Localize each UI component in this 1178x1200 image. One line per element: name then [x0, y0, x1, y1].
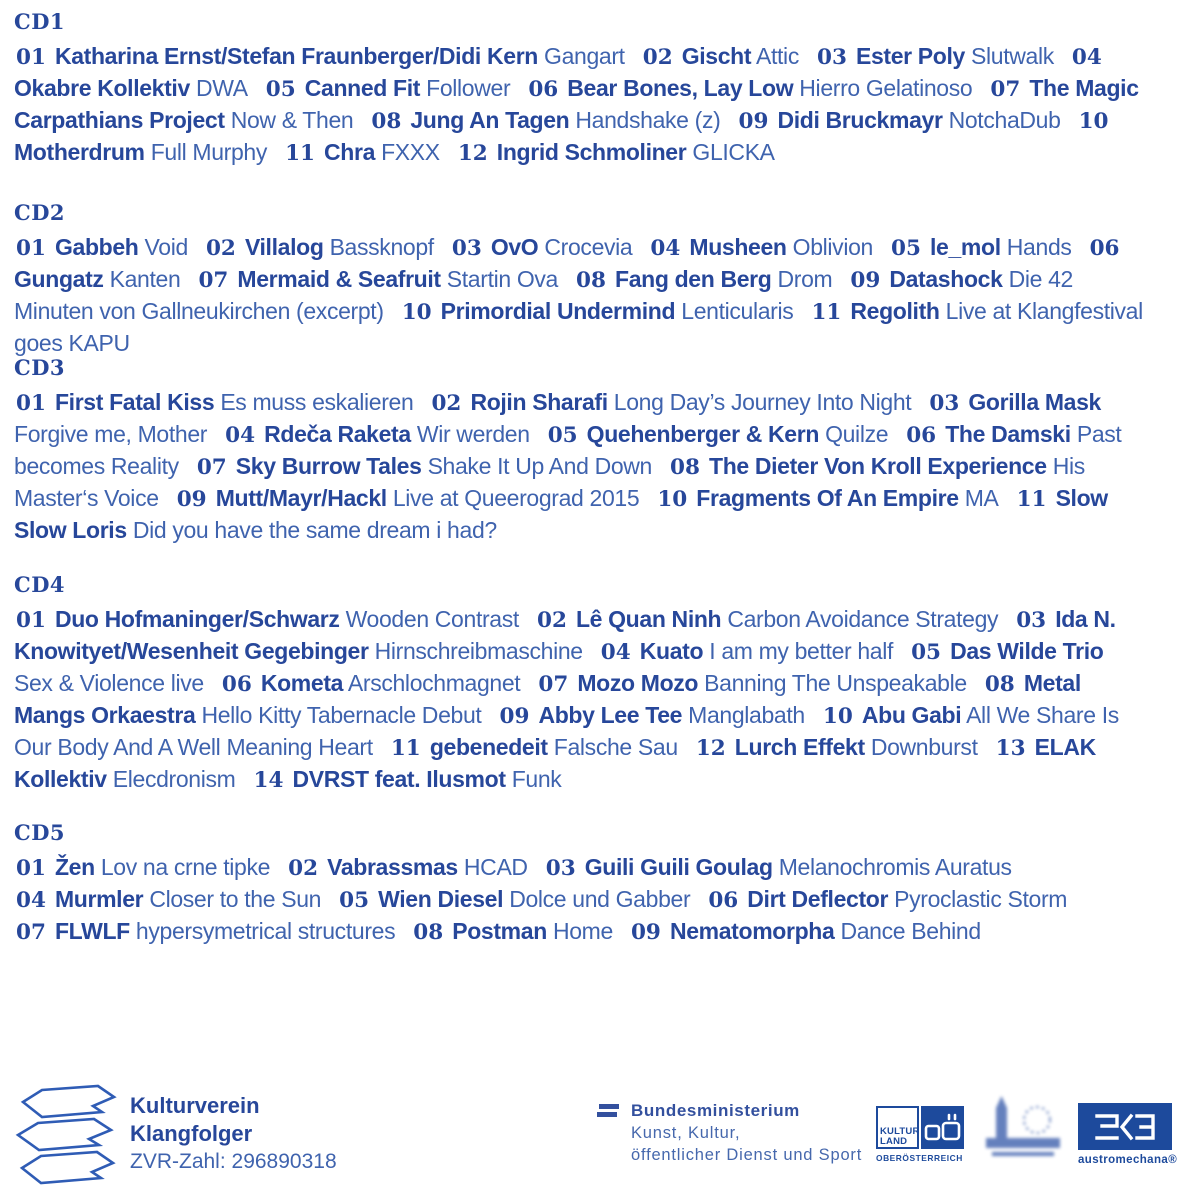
tracklist: [14, 604, 1146, 796]
track-title: HCAD: [463, 854, 528, 880]
track-title: Hierro Gelatinoso: [799, 75, 973, 101]
oo-glyphs-icon: [921, 1106, 964, 1149]
track-artist: Canned Fit: [304, 75, 421, 101]
ministry-logo-block: [597, 1100, 862, 1166]
track-title: Hands: [1006, 234, 1072, 260]
track-artist: Fang den Berg: [615, 266, 772, 292]
track-title: Oblivion: [792, 234, 873, 260]
track-number: 07: [198, 268, 229, 293]
track-number: 05: [891, 236, 921, 261]
klangfolger-arrows-logo: [14, 1084, 126, 1191]
track-number: 04: [1071, 45, 1102, 70]
track-number: 05: [339, 888, 370, 913]
track-artist: The Damski: [945, 421, 1071, 447]
track-artist: Gorilla Mask: [968, 389, 1101, 415]
track-number: 14: [253, 768, 284, 793]
track-number: 08: [984, 672, 1015, 697]
track-artist: Guili Guili Goulag: [584, 854, 773, 880]
track-artist: Chra: [324, 139, 376, 165]
track-number: 03: [545, 856, 576, 881]
org-name-line1: Kulturverein: [130, 1093, 260, 1118]
ske-austromechana-logo: [1078, 1103, 1178, 1166]
track-artist: Metal Mangs Orkaestra: [14, 670, 1081, 728]
track-number: 06: [528, 77, 559, 102]
track-title: Past becomes Reality: [14, 421, 1122, 479]
track-number: 02: [431, 391, 462, 416]
track-artist: Gungatz: [14, 266, 104, 292]
track-title: Home: [552, 918, 613, 944]
track-artist: Didi Bruckmayr: [777, 107, 943, 133]
track-title: Pyroclastic Storm: [894, 886, 1068, 912]
track-title: hypersymetrical structures: [135, 918, 396, 944]
track-artist: Ester Poly: [855, 43, 965, 69]
org-text-block: [130, 1092, 337, 1176]
track-number: 10: [1078, 109, 1109, 134]
track-title: Shake It Up And Down: [427, 453, 652, 479]
kulturland-wordmark: [880, 1127, 920, 1146]
track-artist: le_mol: [929, 234, 1001, 260]
track-title: Wir werden: [416, 421, 530, 447]
track-artist: The Magic Carpathians Project: [14, 75, 1139, 133]
tracklist: [14, 852, 1146, 948]
track-number: 09: [850, 268, 881, 293]
track-title: Lov na crne tipke: [100, 854, 271, 880]
track-title: Kanten: [109, 266, 181, 292]
track-number: 01: [16, 391, 46, 416]
track-artist: Mermaid & Seafruit: [237, 266, 441, 292]
track-title: Dance Behind: [840, 918, 981, 944]
track-number: 03: [817, 45, 847, 70]
track-title: Hello Kitty Tabernacle Debut: [201, 702, 482, 728]
ministry-dept-line2: öffentlicher Dienst und Sport: [631, 1146, 863, 1164]
track-number: 07: [196, 455, 227, 480]
track-number: 09: [738, 109, 769, 134]
track-artist: Ida N. Knowityet/Wesenheit Gegebinger: [14, 606, 1116, 664]
track-number: 11: [285, 141, 315, 166]
track-artist: Villalog: [244, 234, 324, 260]
track-artist: Jung An Tagen: [410, 107, 570, 133]
track-artist: Duo Hofmaninger/Schwarz: [54, 606, 340, 632]
track-number: 01: [16, 608, 46, 633]
track-artist: Žen: [54, 854, 95, 880]
track-title: All We Share Is Our Body And A Well Meaning Heart: [14, 702, 1119, 760]
track-number: 03: [929, 391, 960, 416]
ministry-dept-line1: Kunst, Kultur,: [631, 1124, 741, 1142]
austria-flag-icon: [597, 1104, 619, 1118]
track-artist: Musheen: [689, 234, 787, 260]
track-number: 03: [451, 236, 482, 261]
track-number: 10: [401, 300, 432, 325]
track-artist: Mutt/Mayr/Hackl: [215, 485, 387, 511]
track-artist: Katharina Ernst/Stefan Fraunberger/Didi Kern: [54, 43, 538, 69]
track-artist: Kometa: [260, 670, 344, 696]
track-artist: Quehenberger & Kern: [586, 421, 820, 447]
track-title: Die 42 Minuten von Gallneukirchen (excerpt): [14, 266, 1073, 324]
tracklist: [14, 41, 1146, 169]
track-number: 11: [811, 300, 842, 325]
kulturland-ooe-logo: [876, 1106, 976, 1163]
kulturland-word2: LAND: [880, 1135, 908, 1147]
track-artist: Rojin Sharafi: [470, 389, 608, 415]
cd-heading: CD4: [14, 572, 66, 597]
track-title: Es muss eskalieren: [220, 389, 414, 415]
ske-glyph-box: [1078, 1103, 1172, 1150]
track-artist: Das Wilde Trio: [950, 638, 1104, 664]
track-title: Live at Klangfestival goes KAPU: [14, 298, 1143, 356]
track-title: FXXX: [381, 139, 440, 165]
track-number: 02: [536, 608, 567, 633]
track-artist: Sky Burrow Tales: [235, 453, 422, 479]
kulturland-word1: KULTUR: [880, 1126, 920, 1137]
track-title: Melanochromis Auratus: [778, 854, 1012, 880]
track-number: 05: [547, 423, 578, 448]
track-title: Forgive me, Mother: [14, 421, 208, 447]
track-artist: OvO: [490, 234, 539, 260]
track-title: Did you have the same dream i had?: [132, 517, 497, 543]
track-number: 04: [650, 236, 681, 261]
track-number: 05: [911, 640, 942, 665]
track-number: 04: [225, 423, 256, 448]
tracklist: [14, 232, 1146, 358]
track-title: Attic: [755, 43, 799, 69]
track-artist: FLWLF: [54, 918, 130, 944]
track-title: Quilze: [825, 421, 889, 447]
track-number: 13: [995, 736, 1026, 761]
cd-block-cd1: [14, 10, 1146, 169]
cd-heading: CD2: [14, 200, 66, 225]
track-title: Full Murphy: [150, 139, 268, 165]
track-title: Wooden Contrast: [345, 606, 519, 632]
track-number: 10: [822, 704, 853, 729]
zigzag-arrows-icon: [14, 1084, 126, 1186]
ske-name-label: austromechana®: [1078, 1154, 1178, 1166]
track-title: Crocevia: [544, 234, 633, 260]
track-title: Hirnschreibmaschine: [374, 638, 583, 664]
track-number: 08: [670, 455, 700, 480]
ministry-text: [631, 1100, 862, 1166]
track-title: Arschlochmagnet: [347, 670, 521, 696]
track-number: 09: [176, 487, 207, 512]
track-number: 09: [499, 704, 530, 729]
cd-block-cd5: [14, 821, 1146, 948]
track-number: 10: [657, 487, 688, 512]
track-artist: Okabre Kollektiv: [14, 75, 190, 101]
track-artist: Abu Gabi: [861, 702, 962, 728]
track-number: 02: [642, 45, 673, 70]
track-number: 12: [457, 141, 488, 166]
track-number: 07: [990, 77, 1021, 102]
track-number: 01: [16, 45, 46, 70]
track-number: 08: [576, 268, 606, 293]
track-title: Funk: [511, 766, 562, 792]
track-title: Long Day’s Journey Into Night: [613, 389, 912, 415]
track-artist: Nematomorpha: [669, 918, 835, 944]
track-artist: Fragments Of An Empire: [696, 485, 959, 511]
kulturland-squares: [876, 1106, 976, 1149]
track-number: 03: [1016, 608, 1047, 633]
cd-block-cd3: [14, 356, 1146, 545]
track-number: 02: [205, 236, 236, 261]
track-number: 02: [288, 856, 319, 881]
track-title: Now & Then: [230, 107, 354, 133]
track-title: Slutwalk: [971, 43, 1054, 69]
city-emblem-icon: [982, 1096, 1068, 1168]
ministry-name: Bundesministerium: [631, 1101, 800, 1120]
track-artist: Datashock: [889, 266, 1003, 292]
track-title: Manglabath: [688, 702, 805, 728]
track-title: Carbon Avoidance Strategy: [727, 606, 999, 632]
track-artist: First Fatal Kiss: [54, 389, 215, 415]
track-title: Sex & Violence live: [14, 670, 204, 696]
track-artist: Primordial Undermind: [440, 298, 676, 324]
track-artist: ELAK Kollektiv: [14, 734, 1096, 792]
track-number: 11: [390, 736, 421, 761]
track-number: 08: [371, 109, 402, 134]
track-title: Lenticularis: [681, 298, 794, 324]
track-title: Drom: [777, 266, 833, 292]
track-number: 07: [538, 672, 569, 697]
track-artist: The Dieter Von Kroll Experience: [709, 453, 1047, 479]
track-title: Falsche Sau: [553, 734, 678, 760]
track-number: 01: [16, 856, 46, 881]
track-number: 06: [708, 888, 739, 913]
cd-heading: CD5: [14, 820, 66, 845]
track-artist: Dirt Deflector: [747, 886, 889, 912]
track-artist: Gischt: [681, 43, 752, 69]
track-number: 06: [906, 423, 937, 448]
track-number: 01: [16, 236, 46, 261]
track-title: Dolce und Gabber: [509, 886, 691, 912]
track-artist: gebenedeit: [429, 734, 548, 760]
track-artist: Lurch Effekt: [734, 734, 865, 760]
track-number: 04: [16, 888, 46, 913]
kulturland-region-label: OBERÖSTERREICH: [876, 1153, 963, 1163]
ske-glyphs-icon: [1094, 1113, 1156, 1141]
track-artist: Bear Bones, Lay Low: [567, 75, 794, 101]
track-title: GLICKA: [692, 139, 775, 165]
track-title: Void: [144, 234, 188, 260]
track-artist: Postman: [452, 918, 547, 944]
track-artist: Abby Lee Tee: [538, 702, 683, 728]
track-artist: Ingrid Schmoliner: [496, 139, 687, 165]
track-number: 06: [221, 672, 252, 697]
track-number: 07: [16, 920, 46, 945]
cd-block-cd4: [14, 573, 1146, 796]
track-artist: Vabrassmas: [327, 854, 458, 880]
track-artist: Lê Quan Ninh: [575, 606, 722, 632]
track-title: His Master‘s Voice: [14, 453, 1085, 511]
track-title: MA: [964, 485, 999, 511]
track-artist: Regolith: [850, 298, 940, 324]
org-name-line2: Klangfolger: [130, 1121, 253, 1146]
tracklist: [14, 387, 1146, 545]
track-number: 06: [1089, 236, 1120, 261]
track-title: Downburst: [870, 734, 978, 760]
cd-block-cd2: [14, 201, 1146, 358]
track-title: Live at Queerograd 2015: [392, 485, 640, 511]
track-number: 08: [413, 920, 444, 945]
track-title: Gangart: [544, 43, 625, 69]
kulturland-text-square: [876, 1106, 919, 1149]
track-number: 05: [265, 77, 296, 102]
track-title: Closer to the Sun: [149, 886, 322, 912]
track-artist: Rdeča Raketa: [264, 421, 411, 447]
cd-heading: CD1: [14, 9, 66, 34]
track-title: Bassknopf: [329, 234, 434, 260]
blurred-city-logo: [982, 1096, 1068, 1173]
track-artist: Mozo Mozo: [577, 670, 699, 696]
track-artist: Gabbeh: [54, 234, 139, 260]
track-title: NotchaDub: [948, 107, 1061, 133]
track-title: Banning The Unspeakable: [704, 670, 967, 696]
kulturland-symbol-square: [921, 1106, 964, 1149]
track-title: Handshake (z): [575, 107, 721, 133]
track-artist: DVRST feat. Ilusmot: [292, 766, 506, 792]
track-artist: Murmler: [54, 886, 144, 912]
org-zvr-number: ZVR-Zahl: 296890318: [130, 1150, 337, 1173]
cd-heading: CD3: [14, 355, 66, 380]
track-title: Elecdronism: [112, 766, 236, 792]
track-title: I am my better half: [709, 638, 894, 664]
track-number: 09: [630, 920, 661, 945]
track-title: DWA: [195, 75, 248, 101]
track-artist: Kuato: [639, 638, 704, 664]
track-number: 11: [1016, 487, 1047, 512]
track-number: 04: [600, 640, 631, 665]
track-number: 12: [695, 736, 726, 761]
track-artist: Motherdrum: [14, 139, 145, 165]
track-title: Startin Ova: [446, 266, 558, 292]
track-artist: Wien Diesel: [378, 886, 504, 912]
track-title: Follower: [426, 75, 511, 101]
track-artist: Slow Slow Loris: [14, 485, 1108, 543]
